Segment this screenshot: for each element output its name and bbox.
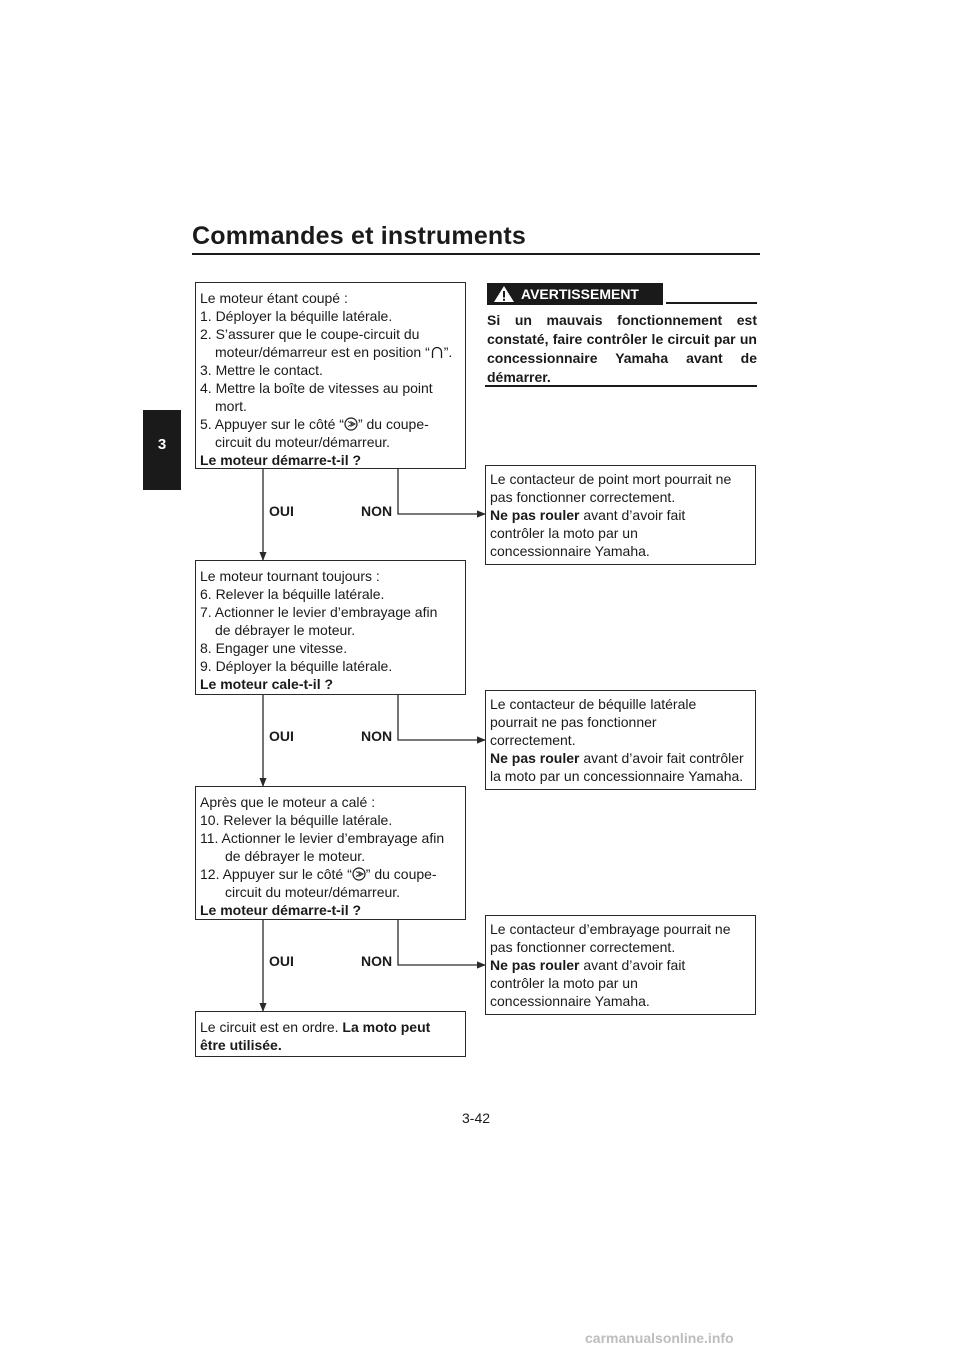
start-icon xyxy=(344,417,358,431)
warning-text: Si un mauvais fonctionnement est constaté, faire contrôler le circuit par un concessionnaire Yamaha avant de démarrer. xyxy=(487,312,757,385)
chapter-number: 3 xyxy=(157,436,167,453)
start-icon xyxy=(352,867,366,881)
final-box xyxy=(195,1011,466,1057)
step1-line: 3. Mettre le contact. xyxy=(200,362,323,378)
no3-line: concessionnaire Yamaha. xyxy=(490,993,650,1009)
yes-label-3: OUI xyxy=(269,953,294,969)
no1-line: contrôler la moto par un xyxy=(490,525,638,541)
step1-line: 1. Déployer la béquille latérale. xyxy=(200,308,393,324)
final-line: être utilisée. xyxy=(200,1037,282,1053)
no-result-box-3 xyxy=(485,915,756,1015)
step3-line: de débrayer le moteur. xyxy=(225,848,366,864)
step3-line: Après que le moteur a calé : xyxy=(200,794,376,810)
no3-line: contrôler la moto par un xyxy=(490,975,638,991)
step2-line: 8. Engager une vitesse. xyxy=(200,640,348,656)
step2-question: Le moteur cale-t-il ? xyxy=(200,676,334,692)
no2-line: Ne pas rouler avant d’avoir fait contrôler xyxy=(490,750,744,766)
no1-line: concessionnaire Yamaha. xyxy=(490,543,650,559)
warning-header xyxy=(487,283,663,305)
no1-line: Le contacteur de point mort pourrait ne xyxy=(490,471,732,487)
step2-line: 6. Relever la béquille latérale. xyxy=(200,586,385,602)
no-connector-1 xyxy=(398,468,485,514)
step1-line: 2. S’assurer que le coupe-circuit du xyxy=(200,326,420,342)
no2-line: pourrait ne pas fonctionner xyxy=(490,714,657,730)
step1-box xyxy=(195,282,466,469)
step2-line: de débrayer le moteur. xyxy=(215,622,356,638)
step1-line: 5. Appuyer sur le côté “ ” du coupe- xyxy=(200,416,429,432)
step2-line: 7. Actionner le levier d’embrayage afin xyxy=(200,604,438,620)
no-label-1: NON xyxy=(361,503,393,519)
no-connector-3 xyxy=(398,919,485,965)
step2-line: Le moteur tournant toujours : xyxy=(200,568,380,584)
step1-line: Le moteur étant coupé : xyxy=(200,290,348,306)
step2-box xyxy=(195,560,466,695)
step3-box xyxy=(195,786,466,920)
page-title: Commandes et instruments xyxy=(192,222,527,250)
no3-line: Le contacteur d’embrayage pourrait ne xyxy=(490,921,731,937)
step1-question: Le moteur démarre-t-il ? xyxy=(200,452,362,468)
no-result-box-2 xyxy=(485,690,756,790)
no3-line: pas fonctionner correctement. xyxy=(490,939,676,955)
no-label-3: NON xyxy=(361,953,393,969)
no2-line: la moto par un concessionnaire Yamaha. xyxy=(490,768,744,784)
footer-watermark: carmanualsonline.info xyxy=(585,1330,734,1346)
no-result-box-1 xyxy=(485,465,756,565)
page-number: 3-42 xyxy=(462,1110,491,1126)
step1-line: moteur/démarreur est en position “ ”. xyxy=(215,344,453,360)
no2-line: Le contacteur de béquille latérale xyxy=(490,696,697,712)
step2-line: 9. Déployer la béquille latérale. xyxy=(200,658,393,674)
no3-line: Ne pas rouler avant d’avoir fait xyxy=(490,957,686,973)
warning-icon xyxy=(493,285,515,303)
step3-question: Le moteur démarre-t-il ? xyxy=(200,902,362,918)
step1-line: circuit du moteur/démarreur. xyxy=(215,434,391,450)
yes-label-1: OUI xyxy=(269,503,294,519)
step3-line: 10. Relever la béquille latérale. xyxy=(200,812,393,828)
step1-line: 4. Mettre la boîte de vitesses au point xyxy=(200,380,433,396)
no1-line: Ne pas rouler avant d’avoir fait xyxy=(490,507,686,523)
step3-line: circuit du moteur/démarreur. xyxy=(225,884,401,900)
step1-line: mort. xyxy=(215,398,247,414)
warning-rule-bottom xyxy=(485,385,757,387)
step3-line: 11. Actionner le levier d’embrayage afin xyxy=(200,830,445,846)
no-connector-2 xyxy=(398,694,485,740)
yes-label-2: OUI xyxy=(269,728,294,744)
final-line: Le circuit est en ordre. La moto peut xyxy=(200,1019,431,1035)
warning-rule-top xyxy=(666,302,757,304)
switch-on-icon xyxy=(430,346,444,359)
step3-line: 12. Appuyer sur le côté “ ” du coupe- xyxy=(200,866,437,882)
no1-line: pas fonctionner correctement. xyxy=(490,489,676,505)
warning-label: AVERTISSEMENT xyxy=(521,286,639,302)
no2-line: correctement. xyxy=(490,732,576,748)
no-label-2: NON xyxy=(361,728,393,744)
